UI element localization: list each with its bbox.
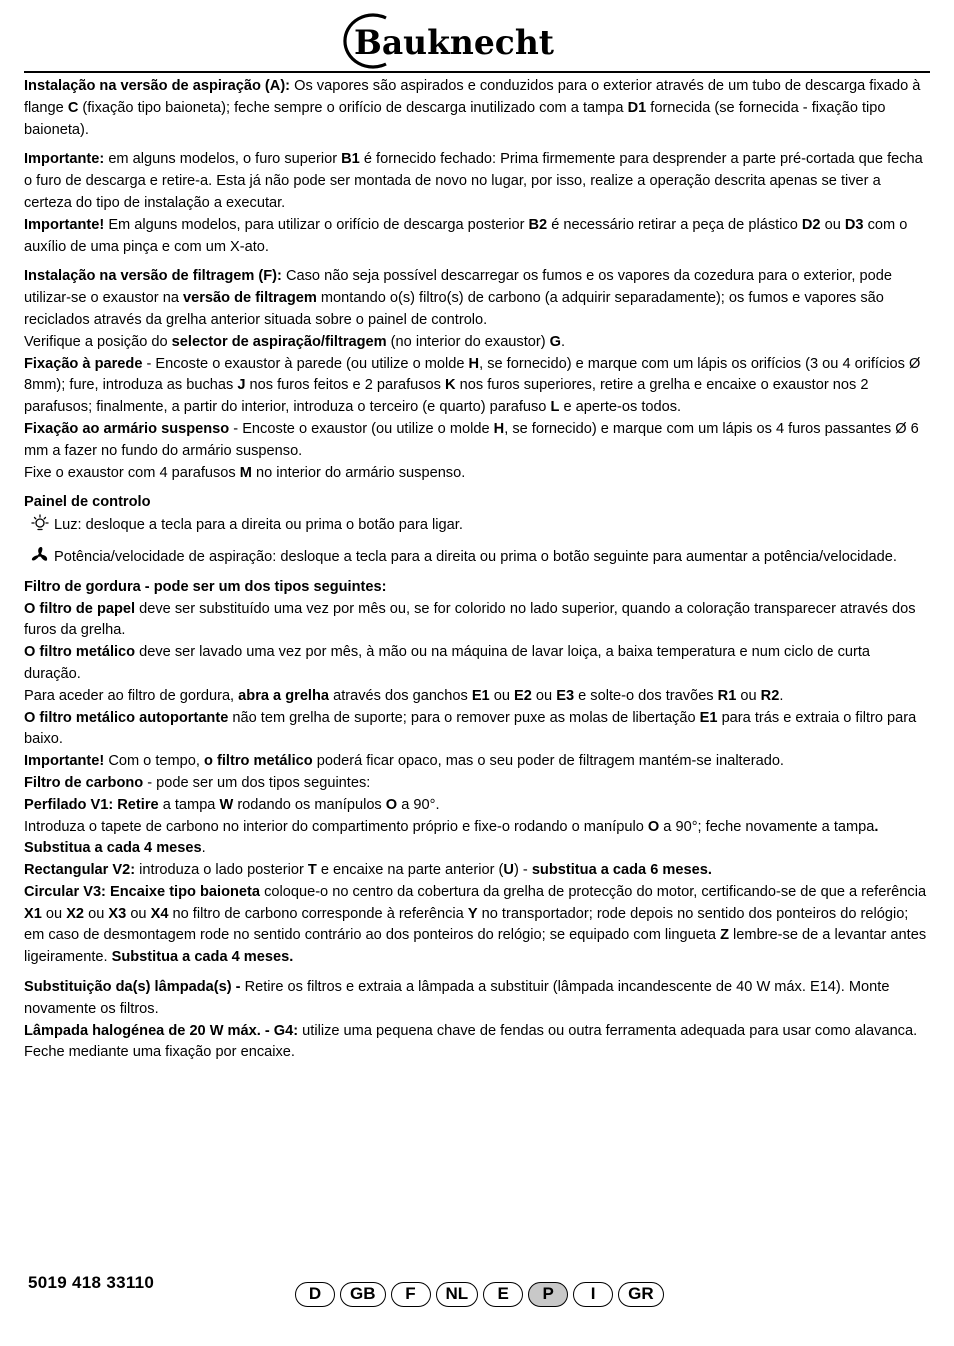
bold-text: T <box>307 862 317 879</box>
text: ou <box>489 687 515 704</box>
bold-text: Perfilado V1: Retire <box>24 796 159 813</box>
bold-text: L <box>550 399 560 416</box>
text: poderá ficar opaco, mas o seu poder de filtragem mantém-se inalterado. <box>312 753 784 770</box>
paragraph <box>24 599 930 643</box>
bold-text: C <box>67 99 79 116</box>
text: nos furos superiores, retire a grelha e encaixe o exaustor nos 2 parafusos; finalmente, a partir do interior, introduza o terceiro (e quarto) parafuso <box>24 377 869 416</box>
text: (fixação tipo baioneta); feche sempre o orifício de descarga inutilizado com a tampa <box>78 99 628 116</box>
text: para trás e extraia o filtro para baixo. <box>24 709 917 748</box>
paragraph <box>24 882 930 969</box>
text: e encaixe na parte anterior ( <box>316 862 504 879</box>
header-rule <box>24 71 930 73</box>
light-icon <box>30 514 50 532</box>
text: - Encoste o exaustor (ou utilize o molde <box>229 420 494 437</box>
text: ou <box>531 687 557 704</box>
bold-text: G <box>549 333 562 350</box>
bold-text: Filtro de carbono <box>24 774 144 791</box>
bold-text: X4 <box>150 905 169 922</box>
bold-text: R2 <box>760 687 780 704</box>
paragraph <box>24 492 930 514</box>
text: é necessário retirar a peça de plástico <box>547 216 802 233</box>
bold-text: substitua a cada 6 meses. <box>531 862 712 879</box>
language-badge-d: D <box>295 1282 335 1307</box>
bold-text: H <box>493 420 505 437</box>
bold-text: Importante: <box>24 151 105 168</box>
text: Introduza o tapete de carbono no interior do compartimento próprio e fixe-o rodando o manípulo <box>24 818 648 835</box>
document-code: 5019 418 33110 <box>28 1273 155 1292</box>
text: no transportador; rode depois no sentido dos ponteiros do relógio; em caso de desmontagem rode no sentido contrário ao dos ponteiros do relógio; se equipado com lingueta <box>24 905 909 944</box>
bold-text: Circular V3: Encaixe tipo baioneta <box>24 883 261 900</box>
bold-text: Fixação à parede <box>24 355 143 372</box>
language-badge-gr: GR <box>618 1282 664 1307</box>
text-section <box>24 76 930 141</box>
text: ou <box>820 216 845 233</box>
text-section <box>24 492 930 568</box>
text: (no interior do exaustor) <box>386 333 550 350</box>
bold-text: E3 <box>556 687 575 704</box>
bold-text: Instalação na versão de aspiração (A): <box>24 78 291 94</box>
bold-text: Importante! <box>24 753 105 770</box>
text: fornecida (se fornecida - fixação tipo baioneta). <box>24 99 886 138</box>
bold-text: Rectangular V2: <box>24 862 136 879</box>
paragraph <box>24 708 930 752</box>
bold-text: Substituição da(s) lâmpada(s) - <box>24 979 241 996</box>
document-body <box>24 76 930 1072</box>
bold-text: Y <box>467 905 478 922</box>
bold-text: Fixação ao armário suspenso <box>24 420 230 437</box>
bold-text: abra a grelha <box>238 687 330 704</box>
bauknecht-logo <box>338 10 562 70</box>
paragraph <box>24 642 930 686</box>
text-section <box>24 977 930 1064</box>
text: Fixe o exaustor com 4 parafusos <box>24 464 240 481</box>
text: é fornecido fechado: Prima firmemente para desprender a parte pré-cortada que fecha o furo de descarga e retire-a. Esta já não pode ser montada de novo no lugar, por isso, realize a operação descrita apenas se tiver a certeza do tipo de instalação a executar. <box>24 151 923 211</box>
language-badge-f: F <box>391 1282 431 1307</box>
text: no filtro de carbono corresponde à referência <box>168 905 468 922</box>
bold-text: O filtro metálico autoportante <box>24 709 229 726</box>
text: . <box>561 333 566 350</box>
text: ou <box>736 687 761 704</box>
language-badge-nl: NL <box>436 1282 479 1307</box>
text: através dos ganchos <box>329 687 472 704</box>
bold-text: K <box>445 377 456 394</box>
text: em alguns modelos, o furo superior <box>104 151 342 168</box>
bold-text: D1 <box>627 99 647 116</box>
text: deve ser lavado uma vez por mês, à mão ou na máquina de lavar loiça, a baixa temperatura e num ciclo de curta duração. <box>24 644 871 682</box>
text: , se fornecido) e marque com um lápis os orifícios (3 ou 4 orifícios Ø 8mm); fure, introduza as buchas <box>24 355 921 394</box>
bold-text: J <box>237 377 246 394</box>
text: - Encoste o exaustor à parede (ou utilize o molde <box>142 355 469 372</box>
bold-text: E1 <box>699 709 718 726</box>
language-list <box>295 1282 664 1307</box>
language-badge-gb: GB <box>340 1282 386 1307</box>
bold-text: Painel de controlo <box>24 494 151 511</box>
text: . <box>779 687 784 704</box>
text: deve ser substituído uma vez por mês ou, se for colorido no lado superior, quando a coloração transparecer através dos furos da grelha. <box>24 600 916 639</box>
paragraph <box>24 686 930 708</box>
bold-text: O <box>385 796 398 813</box>
text: a tampa <box>158 796 220 813</box>
text: , se fornecido) e marque com um lápis os 4 furos passantes Ø 6 mm a fazer no fundo do armário suspenso. <box>24 420 919 459</box>
bold-text: Importante! <box>24 216 105 233</box>
text: ) - <box>513 862 532 879</box>
text-section <box>24 149 930 258</box>
bold-text: Substitua a cada 4 meses. <box>111 949 294 966</box>
bold-text: O filtro metálico <box>24 644 136 661</box>
bold-text: O filtro de papel <box>24 600 136 617</box>
text: nos furos feitos e 2 parafusos <box>245 377 446 394</box>
paragraph <box>24 76 930 141</box>
bold-text: U <box>503 862 514 879</box>
text: Feche mediante uma fixação por encaixe. <box>24 1044 295 1061</box>
brand-name: Bauknecht <box>354 23 555 63</box>
bold-text: E2 <box>514 687 532 704</box>
text: Caso não seja possível descarregar os fumos e os vapores da cozedura para o exterior, pode utilizar-se o exaustor na <box>24 268 892 307</box>
paragraph <box>24 354 930 419</box>
fan-icon <box>30 546 50 564</box>
text: ou <box>126 905 151 922</box>
text: com o auxílio de uma pinça e com um X-ato. <box>24 216 908 255</box>
paragraph <box>24 773 930 795</box>
text: a 90°; feche novamente a tampa <box>659 818 875 835</box>
paragraph <box>24 149 930 214</box>
text: Em alguns modelos, para utilizar o orifício de descarga posterior <box>104 216 529 233</box>
text: montando o(s) filtro(s) de carbono (a adquirir separadamente); os fumos e vapores são reciclados através da grelha anterior situada sobre o painel de controlo. <box>24 290 884 328</box>
paragraph <box>24 419 930 463</box>
language-badge-p: P <box>528 1282 568 1307</box>
text: introduza o lado posterior <box>135 862 308 879</box>
text: ou <box>84 905 109 922</box>
text: não tem grelha de suporte; para o remover puxe as molas de libertação <box>228 709 700 726</box>
text: e aperte-os todos. <box>559 399 682 416</box>
paragraph <box>24 1021 930 1043</box>
paragraph <box>24 577 930 599</box>
paragraph <box>24 546 930 569</box>
text: Os vapores são aspirados e conduzidos para o exterior através de um tubo de descarga fixado à flange <box>24 78 921 116</box>
text: Retire os filtros e extraia a lâmpada a substituir (lâmpada incandescente de 40 W máx. E14). Monte novamente os filtros. <box>24 979 890 1017</box>
bold-text: R1 <box>717 687 737 704</box>
paragraph <box>24 463 930 485</box>
bold-text: Instalação na versão de filtragem (F): <box>24 268 282 285</box>
bold-text: D2 <box>801 216 821 233</box>
bold-text: selector de aspiração/filtragem <box>171 333 387 350</box>
text: rodando os manípulos <box>233 796 386 813</box>
paragraph <box>24 977 930 1021</box>
text: ou <box>41 905 67 922</box>
paragraph <box>24 751 930 773</box>
bold-text: Z <box>720 927 729 944</box>
text: Verifique a posição do <box>24 333 172 350</box>
paragraph <box>24 817 930 861</box>
bold-text: Filtro de gordura - pode ser um dos tipos seguintes: <box>24 578 387 595</box>
text: coloque-o no centro da cobertura da grelha de protecção do motor, certificando-se de que a referência <box>260 883 927 900</box>
bold-text: D3 <box>844 216 864 233</box>
paragraph <box>24 332 930 354</box>
text: - pode ser um dos tipos seguintes: <box>143 774 371 791</box>
language-badge-i: I <box>573 1282 613 1307</box>
language-badge-e: E <box>483 1282 523 1307</box>
text: lembre-se de a levantar antes ligeiramente. <box>24 927 927 966</box>
bold-text: X3 <box>108 905 127 922</box>
bold-text: B1 <box>341 151 360 168</box>
paragraph <box>24 860 930 882</box>
text: Luz: desloque a tecla para a direita ou prima o botão para ligar. <box>54 517 463 534</box>
bold-text: H <box>468 355 480 372</box>
bold-text: W <box>219 796 234 813</box>
text: no interior do armário suspenso. <box>251 464 466 481</box>
text: Potência/velocidade de aspiração: desloque a tecla para a direita ou prima o botão seguinte para aumentar a potência/velocidade. <box>54 548 897 565</box>
text: a 90°. <box>397 796 440 813</box>
bold-text: X1 <box>24 905 42 922</box>
bold-text: X2 <box>66 905 85 922</box>
bold-text: Lâmpada halogénea de 20 W máx. - G4: <box>24 1022 299 1039</box>
paragraph <box>24 1042 930 1064</box>
paragraph <box>24 795 930 817</box>
bold-text: B2 <box>528 216 548 233</box>
bold-text: . Substitua a cada 4 meses <box>24 818 879 857</box>
text: Com o tempo, <box>104 753 205 770</box>
paragraph <box>24 514 930 537</box>
paragraph <box>24 266 930 331</box>
bold-text: versão de filtragem <box>183 290 317 307</box>
text: . <box>201 840 206 857</box>
bold-text: O <box>647 818 660 835</box>
text-section <box>24 577 930 969</box>
text-section <box>24 266 930 484</box>
bold-text: o filtro metálico <box>204 753 313 770</box>
text: Para aceder ao filtro de gordura, <box>24 687 239 704</box>
bold-text: M <box>239 464 252 481</box>
text: utilize uma pequena chave de fendas ou outra ferramenta adequada para usar como alavanca. <box>298 1022 918 1039</box>
text: e solte-o dos travões <box>574 687 718 704</box>
paragraph <box>24 215 930 259</box>
bold-text: E1 <box>471 687 490 704</box>
